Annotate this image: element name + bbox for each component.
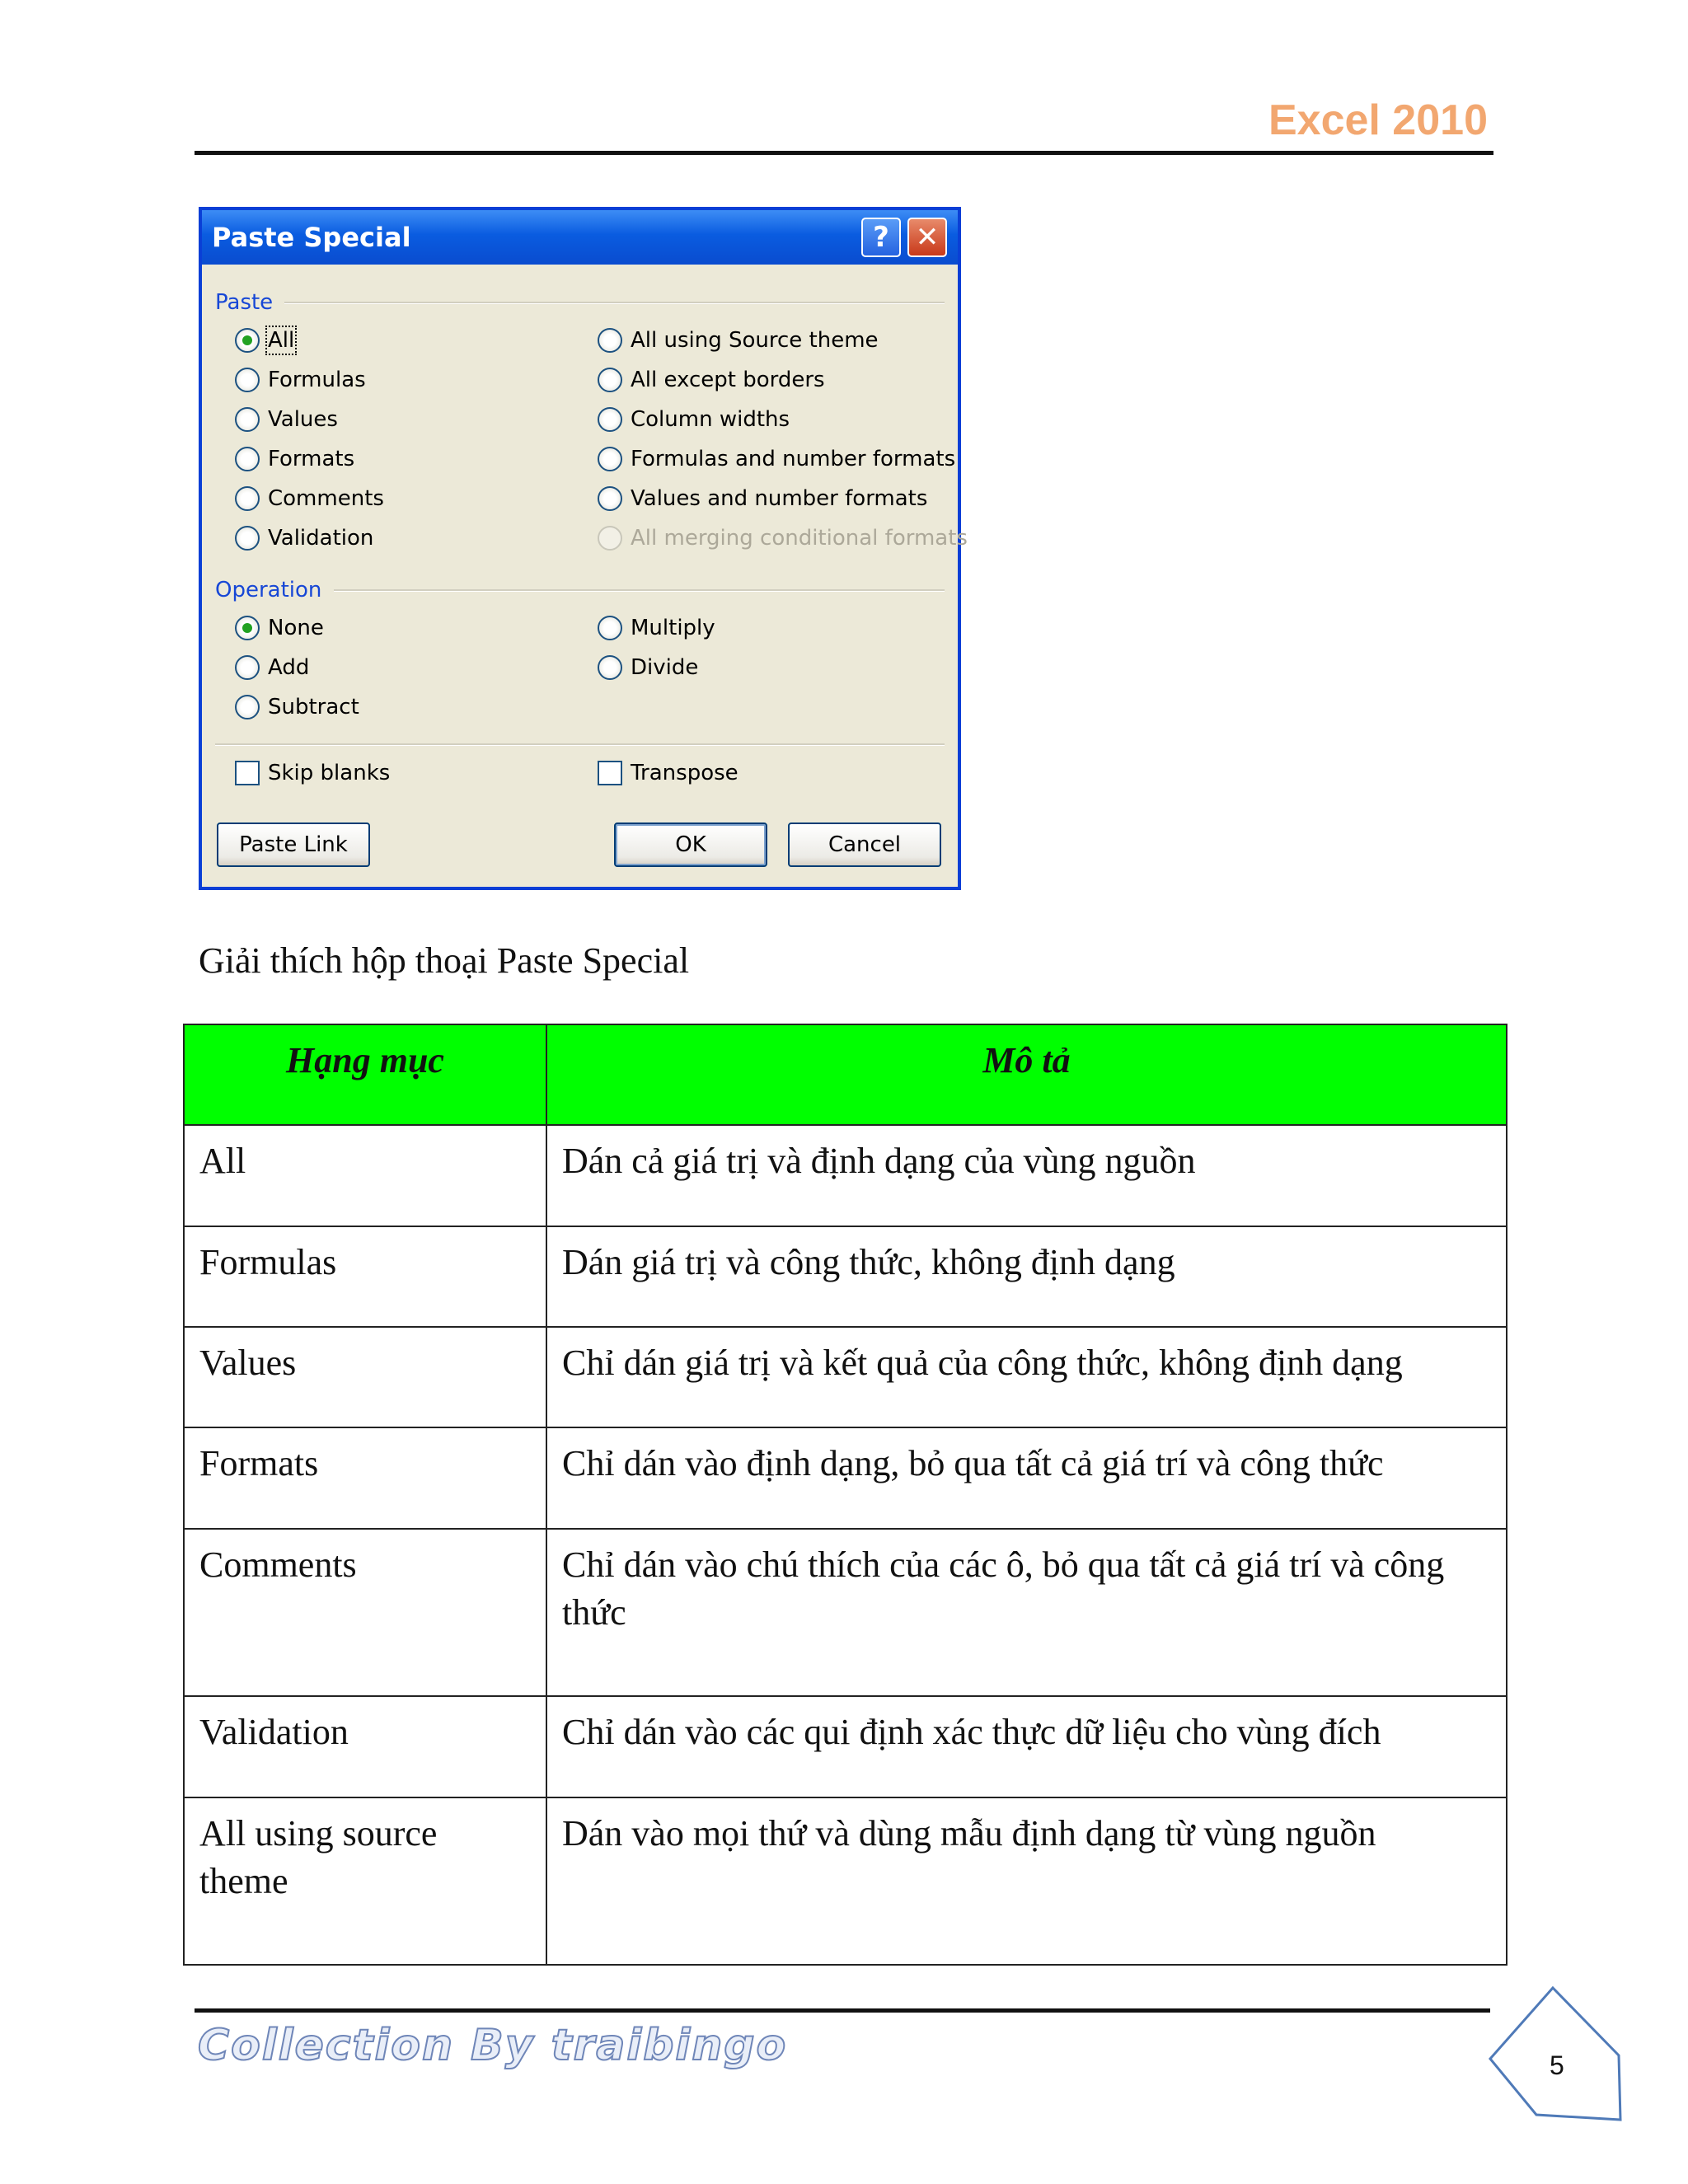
table-cell-description: Dán cả giá trị và định dạng của vùng nguồn bbox=[546, 1125, 1507, 1226]
column-header-description: Mô tả bbox=[546, 1024, 1507, 1125]
table-cell-description: Chỉ dán vào định dạng, bỏ qua tất cả giá trí và công thức bbox=[546, 1427, 1507, 1529]
radio-paste-column-widths[interactable] bbox=[598, 405, 790, 434]
table-header-row bbox=[184, 1024, 1507, 1125]
table-cell-category: Formulas bbox=[184, 1226, 546, 1327]
operation-group-label: Operation bbox=[215, 578, 322, 602]
radio-circle bbox=[235, 407, 260, 432]
radio-circle bbox=[235, 486, 260, 511]
radio-label: Formulas and number formats bbox=[631, 447, 956, 471]
table-row bbox=[184, 1696, 1507, 1797]
header-title: Excel 2010 bbox=[1268, 96, 1488, 144]
checkbox-box bbox=[235, 761, 260, 785]
radio-paste-all-except-borders[interactable] bbox=[598, 365, 825, 395]
radio-circle bbox=[598, 616, 622, 640]
radio-operation-multiply[interactable] bbox=[598, 613, 715, 643]
table-row bbox=[184, 1529, 1507, 1696]
radio-label: All bbox=[268, 328, 295, 353]
table-cell-description: Dán vào mọi thứ và dùng mẫu định dạng từ vùng nguồn bbox=[546, 1797, 1507, 1965]
radio-label: Formats bbox=[268, 447, 355, 471]
skip-blanks-checkbox[interactable] bbox=[235, 758, 390, 788]
radio-label: Comments bbox=[268, 486, 384, 511]
radio-paste-all-merging-conditional-formats bbox=[598, 523, 968, 553]
radio-circle bbox=[598, 486, 622, 511]
radio-circle bbox=[598, 655, 622, 680]
options-separator bbox=[215, 743, 945, 746]
radio-label: Multiply bbox=[631, 616, 715, 640]
radio-selected-dot bbox=[242, 335, 252, 345]
radio-circle bbox=[235, 616, 260, 640]
checkbox-box bbox=[598, 761, 622, 785]
radio-label: Column widths bbox=[631, 407, 790, 432]
radio-label: Subtract bbox=[268, 695, 359, 719]
transpose-label: Transpose bbox=[631, 761, 738, 785]
radio-paste-validation[interactable] bbox=[235, 523, 373, 553]
paste-group-line bbox=[284, 302, 945, 304]
radio-paste-formats[interactable] bbox=[235, 444, 354, 474]
table-cell-description: Chỉ dán giá trị và kết quả của công thức, không định dạng bbox=[546, 1327, 1507, 1427]
description-table bbox=[183, 1024, 1507, 1966]
radio-circle bbox=[235, 447, 260, 471]
radio-label: Values bbox=[268, 407, 338, 432]
close-button[interactable]: ✕ bbox=[907, 218, 947, 257]
radio-paste-comments[interactable] bbox=[235, 484, 384, 513]
radio-paste-values[interactable] bbox=[235, 405, 338, 434]
table-row bbox=[184, 1427, 1507, 1529]
help-button[interactable]: ? bbox=[861, 218, 901, 257]
radio-circle bbox=[235, 655, 260, 680]
table-row bbox=[184, 1226, 1507, 1327]
table-cell-category: Comments bbox=[184, 1529, 546, 1696]
radio-circle bbox=[598, 368, 622, 392]
table-cell-category: All bbox=[184, 1125, 546, 1226]
radio-label: Validation bbox=[268, 526, 374, 551]
radio-circle bbox=[598, 526, 622, 551]
paste-link-button[interactable]: Paste Link bbox=[217, 823, 370, 867]
radio-operation-subtract[interactable] bbox=[235, 692, 359, 722]
table-cell-category: Validation bbox=[184, 1696, 546, 1797]
radio-label: All merging conditional formats bbox=[631, 526, 968, 551]
radio-operation-none[interactable] bbox=[235, 613, 324, 643]
radio-circle bbox=[235, 328, 260, 353]
table-cell-category: Formats bbox=[184, 1427, 546, 1529]
operation-group-line bbox=[334, 589, 945, 592]
radio-circle bbox=[598, 328, 622, 353]
radio-circle bbox=[235, 695, 260, 719]
page-number: 5 bbox=[1550, 2050, 1564, 2080]
radio-paste-formulas[interactable] bbox=[235, 365, 366, 395]
paste-group-label: Paste bbox=[215, 290, 274, 315]
radio-selected-dot bbox=[242, 623, 252, 633]
table-caption: Giải thích hộp thoại Paste Special bbox=[199, 940, 690, 981]
radio-circle bbox=[598, 447, 622, 471]
radio-label: Divide bbox=[631, 655, 699, 680]
radio-label: All except borders bbox=[631, 368, 825, 392]
table-cell-description: Dán giá trị và công thức, không định dạng bbox=[546, 1226, 1507, 1327]
radio-label: All using Source theme bbox=[631, 328, 879, 353]
table-cell-category: Values bbox=[184, 1327, 546, 1427]
radio-label: None bbox=[268, 616, 324, 640]
skip-blanks-label: Skip blanks bbox=[268, 761, 391, 785]
radio-label: Values and number formats bbox=[631, 486, 928, 511]
radio-circle bbox=[235, 368, 260, 392]
radio-paste-all-using-source-theme[interactable] bbox=[598, 326, 879, 355]
table-cell-category: All using source theme bbox=[184, 1797, 546, 1965]
cancel-button[interactable]: Cancel bbox=[788, 823, 941, 867]
column-header-category: Hạng mục bbox=[184, 1024, 546, 1125]
radio-paste-all[interactable] bbox=[235, 326, 294, 355]
table-cell-description: Chỉ dán vào chú thích của các ô, bỏ qua tất cả giá trí và công thức bbox=[546, 1529, 1507, 1696]
table-row bbox=[184, 1125, 1507, 1226]
header-rule bbox=[195, 151, 1493, 155]
dialog-title: Paste Special bbox=[212, 222, 411, 253]
radio-operation-add[interactable] bbox=[235, 653, 309, 682]
footer-rule bbox=[195, 2008, 1490, 2013]
radio-circle bbox=[598, 407, 622, 432]
radio-label: Add bbox=[268, 655, 310, 680]
table-row bbox=[184, 1327, 1507, 1427]
radio-circle bbox=[235, 526, 260, 551]
radio-paste-values-and-number-formats[interactable] bbox=[598, 484, 927, 513]
radio-label: Formulas bbox=[268, 368, 366, 392]
ok-button[interactable]: OK bbox=[614, 823, 767, 867]
transpose-checkbox[interactable] bbox=[598, 758, 738, 788]
dialog-titlebar[interactable] bbox=[202, 210, 958, 265]
paste-special-dialog bbox=[199, 207, 968, 890]
table-row bbox=[184, 1797, 1507, 1965]
radio-operation-divide[interactable] bbox=[598, 653, 698, 682]
table-cell-description: Chỉ dán vào các qui định xác thực dữ liệu cho vùng đích bbox=[546, 1696, 1507, 1797]
footer-text: Collection By traibingo bbox=[198, 2021, 788, 2070]
radio-paste-formulas-and-number-formats[interactable] bbox=[598, 444, 955, 474]
